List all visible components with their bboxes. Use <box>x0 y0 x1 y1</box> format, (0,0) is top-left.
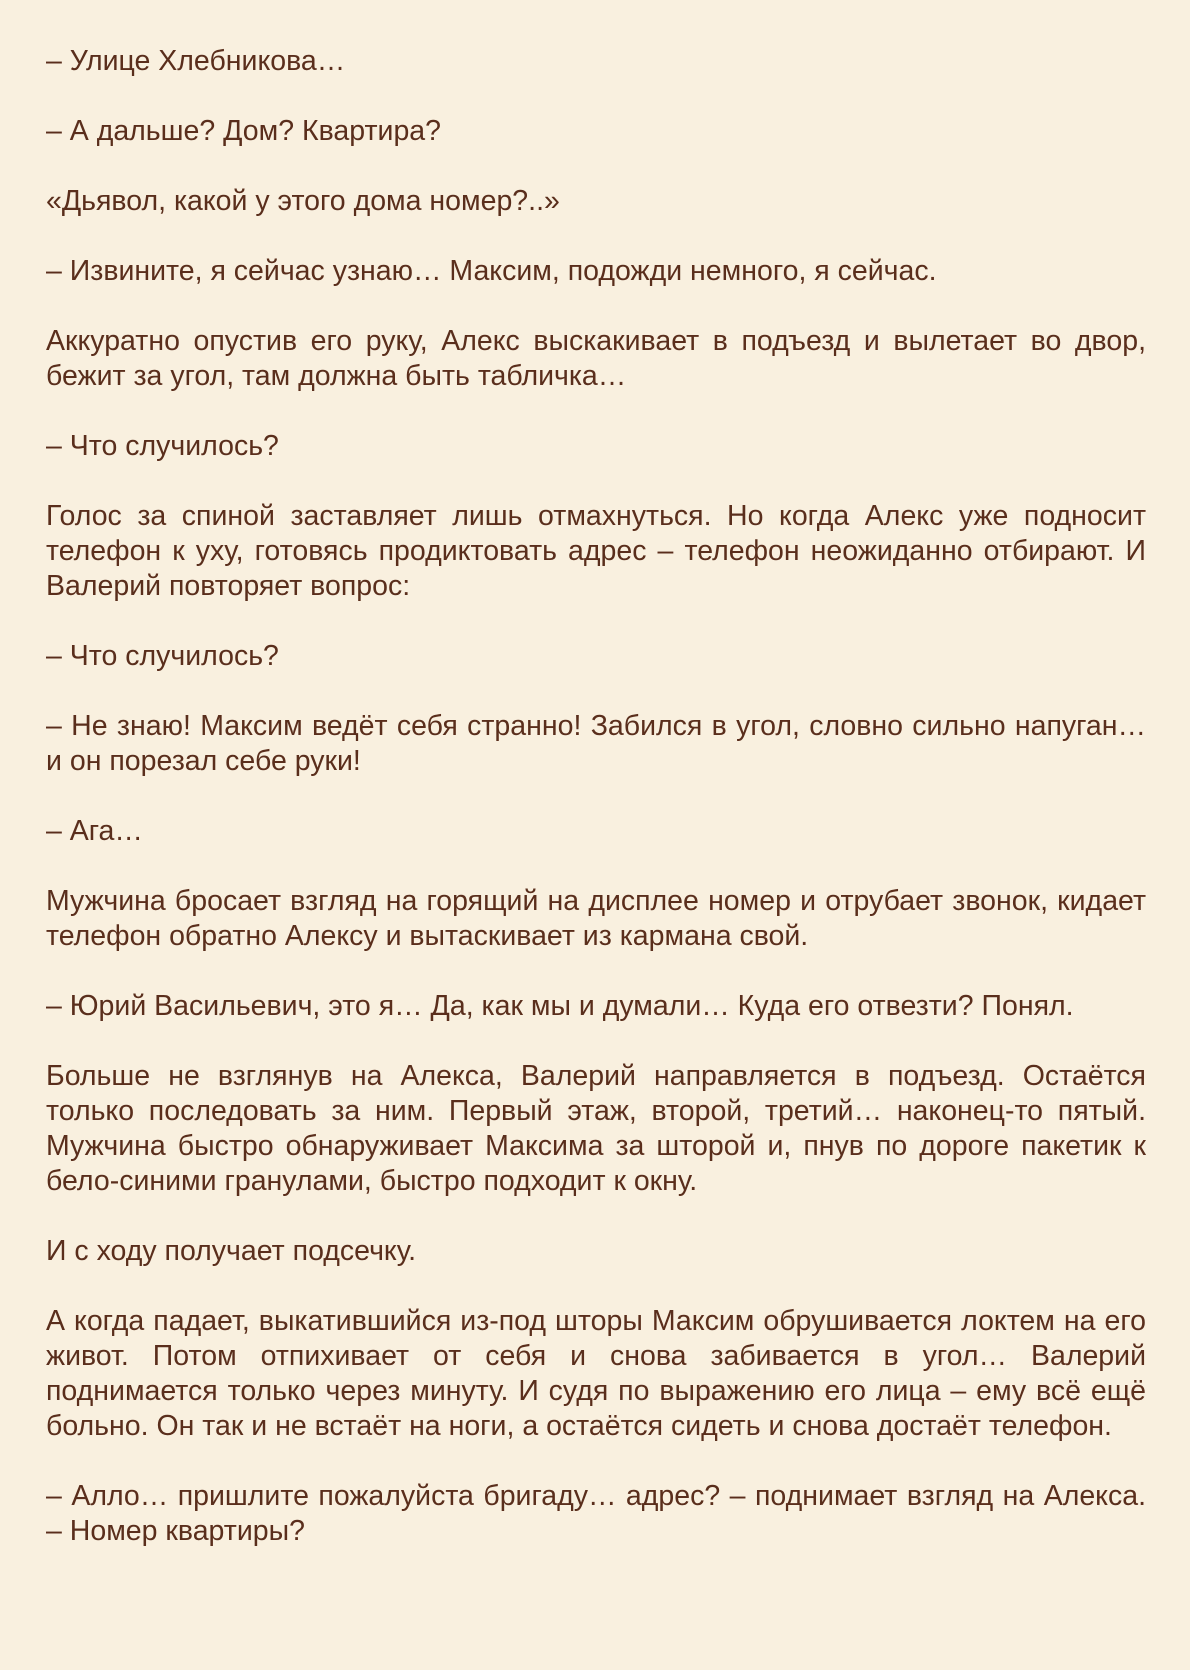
paragraph: – Извините, я сейчас узнаю… Максим, подожди немного, я сейчас. <box>46 255 937 287</box>
paragraph: – Что случилось? <box>46 640 279 672</box>
paragraph: – Не знаю! Максим ведёт себя странно! Забился в угол, словно сильно напуган… и он порезал себе руки! <box>46 710 1146 777</box>
paragraph: – Юрий Васильевич, это я… Да, как мы и думали… Куда его отвезти? Понял. <box>46 990 1074 1022</box>
paragraph: Мужчина бросает взгляд на горящий на дисплее номер и отрубает звонок, кидает телефон обратно Алексу и вытаскивает из кармана свой. <box>46 885 1146 952</box>
paragraph: Голос за спиной заставляет лишь отмахнуться. Но когда Алекс уже подносит телефон к уху, готовясь продиктовать адрес – телефон неожиданно отбирают. И Валерий повторяет вопрос: <box>46 500 1146 602</box>
paragraph: – Ага… <box>46 815 143 847</box>
paragraph: – Алло… пришлите пожалуйста бригаду… адрес? – поднимает взгляд на Алекса. – Номер квартиры? <box>46 1480 1146 1547</box>
paragraph: – Что случилось? <box>46 430 279 462</box>
paragraph: «Дьявол, какой у этого дома номер?..» <box>46 185 560 217</box>
paragraph: И с ходу получает подсечку. <box>46 1235 417 1267</box>
paragraph: – Улице Хлебникова… <box>46 45 346 77</box>
page-text <box>46 44 1146 1549</box>
paragraph: А когда падает, выкатившийся из-под шторы Максим обрушивается локтем на его живот. Потом отпихивает от себя и снова забивается в угол… Валерий поднимается только через минуту. И судя по выражению его лица – ему всё ещё больно. Он так и не встаёт на ноги, а остаётся сидеть и снова достаёт телефон. <box>46 1305 1146 1442</box>
paragraph: Аккуратно опустив его руку, Алекс выскакивает в подъезд и вылетает во двор, бежит за угол, там должна быть табличка… <box>46 325 1146 392</box>
paragraph: – А дальше? Дом? Квартира? <box>46 115 441 147</box>
paragraph: Больше не взглянув на Алекса, Валерий направляется в подъезд. Остаётся только последовать за ним. Первый этаж, второй, третий… наконец-то пятый. Мужчина быстро обнаруживает Максима за шторой и, пнув по дороге пакетик к бело-синими гранулами, быстро подходит к окну. <box>46 1060 1146 1197</box>
